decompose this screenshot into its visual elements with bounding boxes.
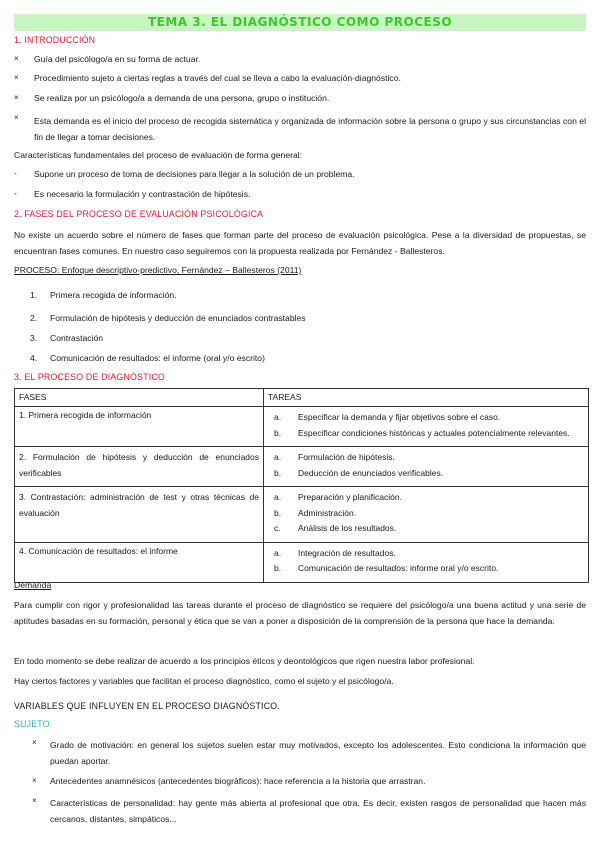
- section-heading-fases: 2. FASES DEL PROCESO DE EVALUACIÓN PSICOLÓGICA: [14, 209, 264, 219]
- list-item: [14, 54, 586, 66]
- task-item: [274, 492, 584, 503]
- fases-tareas-table: [14, 388, 589, 583]
- task-letter: a.: [274, 452, 282, 463]
- item-text: Primera recogida de información.: [50, 290, 177, 300]
- table-row: [15, 487, 589, 542]
- item-text: Comunicación de resultados: el informe (oral y/o escrito): [50, 353, 265, 363]
- sujeto-heading: SUJETO: [14, 719, 50, 729]
- task-text: Especificar la demanda y fijar objetivos sobre el caso.: [298, 412, 501, 423]
- bullet-text: Procedimiento sujeto a ciertas reglas a través del cual se lleva a cabo la evaluación-diagnóstico.: [34, 73, 401, 83]
- tareas-cell: [264, 542, 589, 582]
- bullet-text: Supone un proceso de toma de decisiones para llegar a la solución de un problema.: [34, 169, 355, 179]
- tareas-cell: [264, 407, 589, 447]
- task-item: [274, 523, 584, 534]
- task-item: [274, 452, 584, 463]
- task-text: Preparación y planificación.: [298, 492, 402, 503]
- item-number: 3.: [30, 333, 38, 343]
- bullet-text: Se realiza por un psicólogo/a a demanda de una persona, grupo o institución.: [34, 93, 330, 103]
- fase-cell: 4. Comunicación de resultados: el informe: [15, 542, 264, 582]
- bullet-text: Es necesario la formulación y contrastación de hipótesis.: [34, 189, 251, 199]
- paragraph: No existe un acuerdo sobre el número de fases que forman parte del proceso de evaluación psicológica. Pese a la diversidad de propuestas, se encuentran fases comunes. En nuestro caso seguiremos con la propuesta realizada por Fernández - Ballesteros.: [14, 230, 586, 257]
- task-text: Formulación de hipótesis.: [298, 452, 395, 463]
- list-item: [14, 169, 586, 181]
- task-letter: a.: [274, 412, 282, 423]
- paragraph: Hay ciertos factores y variables que facilitan el proceso diagnóstico, como el sujeto y el psicólogo/a.: [14, 676, 394, 686]
- task-item: [274, 563, 584, 574]
- task-text: Integración de resultados.: [298, 547, 396, 558]
- cross-bullet-icon: ×: [14, 73, 19, 82]
- list-item: [14, 189, 586, 201]
- paragraph: Para cumplir con rigor y profesionalidad las tareas durante el proceso de diagnóstico se requiere del psicólogo/a una buena actitud y una serie de aptitudes basadas en su formación, personal y ética que se van a poner a disposición de la comprensión de la persona que hace la demanda.: [14, 600, 586, 626]
- list-item: [30, 313, 306, 325]
- cross-bullet-icon: ×: [32, 776, 37, 785]
- page-title: TEMA 3. EL DIAGNÓSTICO COMO PROCESO: [14, 14, 586, 31]
- column-header-fases: FASES: [15, 389, 264, 407]
- table-row: [15, 542, 589, 582]
- task-letter: b.: [274, 427, 282, 438]
- task-letter: a.: [274, 547, 282, 558]
- list-item: [30, 333, 103, 345]
- task-letter: a.: [274, 492, 282, 503]
- bullet-text: Grado de motivación: en general los sujetos suelen estar muy motivados, excepto los adolescentes. Esto condiciona la información que puedan aportar.: [50, 740, 586, 766]
- bullet-text: Guía del psicólogo/a en su forma de actuar.: [34, 54, 201, 64]
- dash-bullet-icon: -: [14, 169, 17, 178]
- paragraph: En todo momento se debe realizar de acuerdo a los principios éticos y deontológicos que rigen nuestra labor profesional.: [14, 656, 475, 666]
- bullet-text: Antecedentes anamnésicos (antecedentes biográficos): hace referencia a la historia que arrastran.: [50, 776, 426, 786]
- list-item: [14, 776, 586, 788]
- proceso-subheading: PROCESO: Enfoque descriptivo-predictivo, Fernández – Ballesteros (2011): [14, 265, 302, 275]
- table-row: [15, 407, 589, 447]
- cross-bullet-icon: ×: [14, 93, 19, 102]
- task-item: [274, 412, 584, 423]
- cross-bullet-icon: ×: [14, 54, 19, 63]
- fase-cell: 2. Formulación de hipótesis y deducción de enunciados verificables: [15, 447, 264, 487]
- task-letter: b.: [274, 507, 282, 518]
- list-item: [14, 796, 586, 828]
- section-heading-diagnostico: 3. EL PROCESO DE DIAGNÓSTICO: [14, 372, 165, 382]
- task-item: [274, 507, 584, 519]
- tareas-cell: [264, 447, 589, 487]
- task-letter: b.: [274, 563, 282, 574]
- cross-bullet-icon: ×: [14, 113, 19, 122]
- task-item: [274, 467, 584, 479]
- task-text: Análisis de los resultados.: [298, 523, 397, 534]
- item-number: 2.: [30, 313, 38, 323]
- task-text: Especificar condiciones históricas y actuales potencialmente relevantes.: [298, 427, 570, 438]
- item-number: 1.: [30, 290, 38, 300]
- task-letter: c.: [274, 523, 281, 534]
- task-text: Deducción de enunciados verificables.: [298, 467, 444, 478]
- task-item: [274, 427, 584, 439]
- task-item: [274, 547, 584, 559]
- list-item: [30, 290, 177, 302]
- cross-bullet-icon: ×: [32, 738, 37, 747]
- item-text: Contrastación: [50, 333, 104, 343]
- list-item: [14, 93, 586, 105]
- task-text: Administración.: [298, 507, 357, 518]
- item-text: Formulación de hipótesis y deducción de enunciados contrastables: [50, 313, 306, 323]
- table-header-row: [15, 389, 589, 407]
- column-header-tareas: TAREAS: [264, 389, 589, 407]
- task-text: Comunicación de resultados: informe oral y/o escrito.: [298, 563, 499, 574]
- item-number: 4.: [30, 353, 38, 363]
- task-letter: b.: [274, 467, 282, 478]
- table-row: [15, 447, 589, 487]
- cross-bullet-icon: ×: [32, 796, 37, 805]
- demanda-heading: Demanda: [14, 580, 52, 590]
- paragraph: Características fundamentales del proceso de evaluación de forma general:: [14, 150, 303, 160]
- tareas-cell: [264, 487, 589, 542]
- dash-bullet-icon: -: [14, 189, 17, 198]
- fase-cell: 1. Primera recogida de información: [15, 407, 264, 447]
- fase-cell: 3. Contrastación: administración de test y otras técnicas de evaluación: [15, 487, 264, 542]
- variables-heading: VARIABLES QUE INFLUYEN EN EL PROCESO DIAGNÓSTICO.: [14, 701, 280, 711]
- bullet-text: Esta demanda es el inicio del proceso de recogida sistemática y organizada de información sobre la persona o grupo y sus circunstancias con el fin de llegar a tomar decisiones.: [34, 116, 586, 143]
- list-item: [14, 113, 586, 146]
- bullet-text: Características de personalidad: hay gente más abierta al profesional que otra. Es decir, existen rasgos de personalidad que hacen más cercanos, distantes, simpáticos...: [50, 798, 586, 824]
- list-item: [30, 353, 265, 365]
- list-item: [14, 73, 586, 85]
- list-item: [14, 738, 586, 770]
- section-heading-introduccion: 1. INTRODUCCIÓN: [14, 35, 96, 45]
